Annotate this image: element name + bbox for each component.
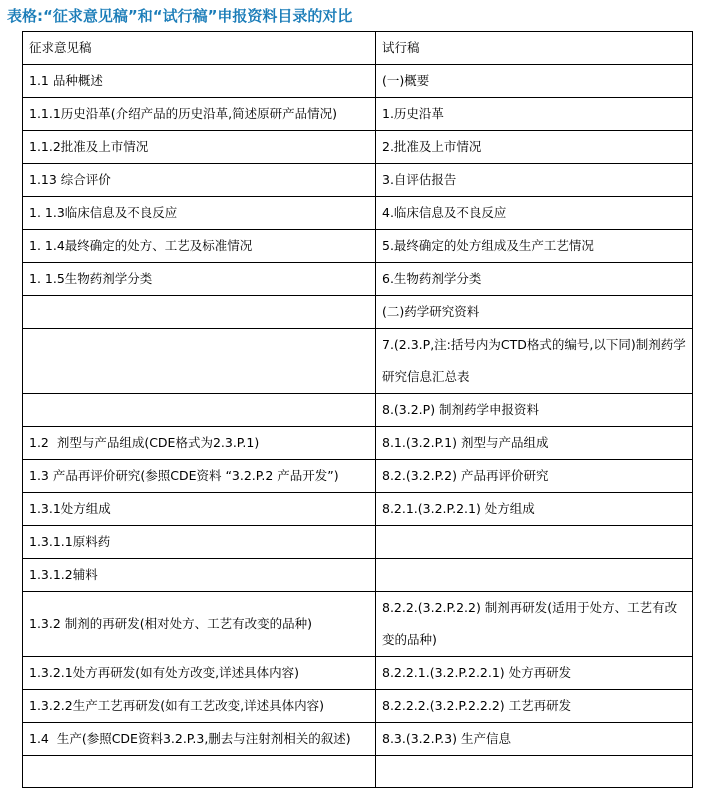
cell-draft-for-comments: 1. 1.3临床信息及不良反应	[23, 197, 376, 230]
cell-draft-for-comments: 1.3.1.1原料药	[23, 526, 376, 559]
table-row	[23, 756, 693, 788]
cell-trial-draft: 6.生物药剂学分类	[376, 263, 693, 296]
table-row	[23, 690, 693, 723]
cell-draft-for-comments: 1.3.2.2生产工艺再研发(如有工艺改变,详述具体内容)	[23, 690, 376, 723]
table-row	[23, 657, 693, 690]
cell-trial-draft: 8.(3.2.P) 制剂药学申报资料	[376, 394, 693, 427]
cell-draft-for-comments	[23, 394, 376, 427]
cell-trial-draft	[376, 756, 693, 788]
table-row	[23, 526, 693, 559]
cell-trial-draft: 8.3.(3.2.P.3) 生产信息	[376, 723, 693, 756]
cell-draft-for-comments: 1. 1.4最终确定的处方、工艺及标准情况	[23, 230, 376, 263]
cell-trial-draft	[376, 559, 693, 592]
cell-trial-draft: 8.2.2.1.(3.2.P.2.2.1) 处方再研发	[376, 657, 693, 690]
cell-trial-draft: 3.自评估报告	[376, 164, 693, 197]
table-row	[23, 263, 693, 296]
cell-trial-draft	[376, 526, 693, 559]
cell-draft-for-comments: 1.3.2 制剂的再研发(相对处方、工艺有改变的品种)	[23, 592, 376, 657]
table-row	[23, 329, 693, 394]
table-row	[23, 65, 693, 98]
cell-trial-draft: 8.2.(3.2.P.2) 产品再评价研究	[376, 460, 693, 493]
table-row	[23, 394, 693, 427]
table-row	[23, 460, 693, 493]
cell-trial-draft: 2.批准及上市情况	[376, 131, 693, 164]
table-row	[23, 723, 693, 756]
table-row	[23, 427, 693, 460]
table-body	[23, 65, 693, 788]
table-header	[23, 32, 693, 65]
cell-draft-for-comments: 1.4 生产(参照CDE资料3.2.P.3,删去与注射剂相关的叙述)	[23, 723, 376, 756]
comparison-table	[22, 31, 693, 788]
cell-draft-for-comments	[23, 756, 376, 788]
cell-draft-for-comments: 1.3.1.2辅料	[23, 559, 376, 592]
table-row	[23, 230, 693, 263]
cell-draft-for-comments: 1. 1.5生物药剂学分类	[23, 263, 376, 296]
table-row	[23, 559, 693, 592]
cell-trial-draft: (二)药学研究资料	[376, 296, 693, 329]
table-header-row	[23, 32, 693, 65]
table-row	[23, 131, 693, 164]
document-page	[0, 7, 718, 788]
table-row	[23, 164, 693, 197]
cell-trial-draft: 8.2.2.(3.2.P.2.2) 制剂再研发(适用于处方、工艺有改变的品种)	[376, 592, 693, 657]
cell-draft-for-comments: 1.2 剂型与产品组成(CDE格式为2.3.P.1)	[23, 427, 376, 460]
column-header-draft-for-comments: 征求意见稿	[23, 32, 376, 65]
cell-draft-for-comments	[23, 296, 376, 329]
cell-draft-for-comments	[23, 329, 376, 394]
cell-draft-for-comments: 1.3.2.1处方再研发(如有处方改变,详述具体内容)	[23, 657, 376, 690]
table-row	[23, 197, 693, 230]
cell-trial-draft: 8.2.1.(3.2.P.2.1) 处方组成	[376, 493, 693, 526]
cell-trial-draft: 5.最终确定的处方组成及生产工艺情况	[376, 230, 693, 263]
table-row	[23, 296, 693, 329]
cell-trial-draft: (一)概要	[376, 65, 693, 98]
cell-trial-draft: 8.1.(3.2.P.1) 剂型与产品组成	[376, 427, 693, 460]
cell-draft-for-comments: 1.1 品种概述	[23, 65, 376, 98]
cell-draft-for-comments: 1.3.1处方组成	[23, 493, 376, 526]
cell-trial-draft: 7.(2.3.P,注:括号内为CTD格式的编号,以下同)制剂药学研究信息汇总表	[376, 329, 693, 394]
column-header-trial-draft: 试行稿	[376, 32, 693, 65]
cell-draft-for-comments: 1.1.2批准及上市情况	[23, 131, 376, 164]
cell-draft-for-comments: 1.13 综合评价	[23, 164, 376, 197]
table-row	[23, 592, 693, 657]
cell-trial-draft: 1.历史沿革	[376, 98, 693, 131]
table-row	[23, 98, 693, 131]
cell-trial-draft: 4.临床信息及不良反应	[376, 197, 693, 230]
cell-draft-for-comments: 1.1.1历史沿革(介绍产品的历史沿革,简述原研产品情况)	[23, 98, 376, 131]
cell-trial-draft: 8.2.2.2.(3.2.P.2.2.2) 工艺再研发	[376, 690, 693, 723]
table-row	[23, 493, 693, 526]
page-title: 表格:“征求意见稿”和“试行稿”申报资料目录的对比	[7, 7, 353, 25]
cell-draft-for-comments: 1.3 产品再评价研究(参照CDE资料 “3.2.P.2 产品开发”)	[23, 460, 376, 493]
